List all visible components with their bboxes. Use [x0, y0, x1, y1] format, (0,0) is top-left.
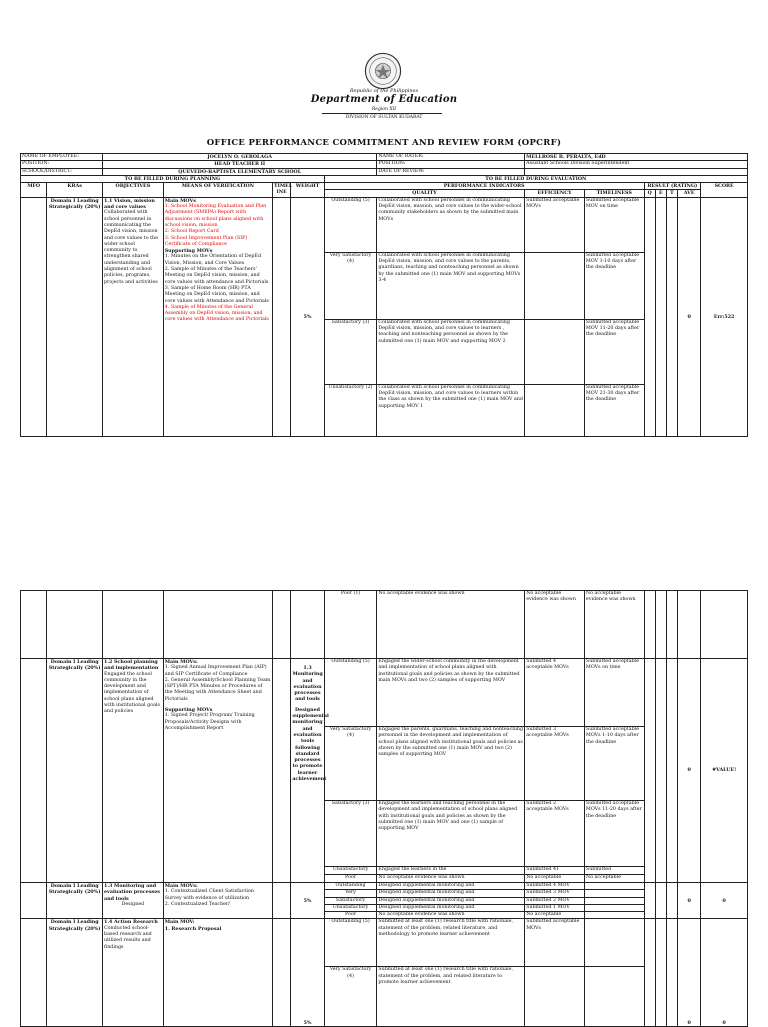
weight-cell: 5% [291, 919, 324, 1027]
level-label: Outstanding (5) [324, 919, 377, 967]
mov-main-label: Main MOVs: [164, 883, 198, 889]
mov-supporting-item: 1. Signed Project/ Program/ Training Proposals/Activity Designs with Accomplishment Report [164, 713, 255, 731]
timeliness-cell: No acceptable evidence was shown [584, 591, 644, 659]
quality-cell: Engaged the parents, guardians, teaching and nonteaching personnel in the development and implementation of school plans aligned with institutional goals and policies as shown by the submitted one (1) main MOV and two (2) samples of supporting MOV [377, 727, 525, 801]
header-divider [322, 113, 442, 114]
timeliness-cell [584, 912, 644, 919]
col-efficiency: EFFICIENCY [525, 190, 585, 197]
mfo-cell [21, 919, 47, 1027]
level-label: Unsatisfactory [324, 904, 377, 911]
q-cell [644, 883, 655, 919]
efficiency-cell: Submitted 2 MOV [525, 897, 585, 904]
col-objectives: OBJECTIVES [102, 183, 163, 198]
mov-cell [163, 883, 272, 919]
mov-item: 1. School Monitoring Evaluation and Plan Adjustment (SMEPA) Report with discussions on school plans aligned with school vision, mission [164, 204, 267, 228]
weight-cell: 5% [291, 883, 324, 919]
mov-supporting-item: 2. Sample of Minutes of the Teachers' Meeting on DepEd vision, mission, and core values with attendance and Pictorials [164, 267, 269, 285]
objective-title: 1.4 Action Research [104, 919, 158, 926]
region-text: Region XII [371, 107, 397, 112]
quality-cell: Designed supplemental monitoring and [377, 890, 525, 897]
efficiency-cell: No acceptable evidence was shown [525, 591, 585, 659]
kra-cell: Domain I Leading Strategically (20%) [47, 883, 103, 919]
kra-cell: Domain I Leading Strategically (20%) [47, 659, 103, 883]
objective-cell [103, 659, 164, 883]
level-label: Very Satisfactory (4) [324, 967, 377, 1027]
timeliness-cell: Submitted acceptable MOVs on time [584, 659, 644, 727]
timeline-objective: 1.3 Monitoring and evaluation processes and tools [292, 665, 323, 703]
rater-position: Assistant Schools Division Superintendent [525, 161, 748, 168]
level-label: Outstanding (5) [324, 659, 377, 727]
employee-name: JOCELYN O. GEROLAGA [102, 154, 376, 161]
score-cell: 0 [701, 883, 748, 919]
opcrf-table-continued [20, 590, 748, 1027]
quality-cell: Engaged the wider-school community in the development and implementation of school plans aligned with institutional goals and policies as shown by the submitted main MOVs and two (2) samples of supporting MOV [377, 659, 525, 727]
level-label: Very Satisfactory (4) [324, 727, 377, 801]
level-label: Satisfactory [324, 897, 377, 904]
col-score: SCORE [701, 183, 748, 198]
mov-cell [163, 591, 272, 659]
efficiency-cell: Submitted 4 MOV [525, 883, 585, 890]
objective-body: Conducted school-based research and utilized results and findings [104, 925, 152, 950]
mov-supporting-item: 4. Sample of Minutes of the General Assembly on DepEd vision, mission, and core values with Attendance and Pictorials [164, 304, 269, 323]
level-label: Poor [324, 875, 377, 883]
date-review [525, 168, 748, 175]
timeliness-cell [584, 897, 644, 904]
mov-main-label: Main MOVs: [164, 659, 198, 665]
efficiency-cell [525, 319, 585, 384]
employee-name-label: NAME OF EMPLOYEE: [21, 154, 103, 161]
timeliness-cell: Submitted acceptable MOV 21-30 days after the deadline [584, 384, 644, 436]
score-cell [701, 591, 748, 659]
mov-main-label: Main MOV: [164, 919, 195, 926]
mov-item: 3. School Improvement Plan (SIP) Certificate of Compliance [164, 235, 248, 247]
timeline-cell [273, 919, 291, 1027]
mov-item: 1. Signed Annual Improvement Plan (AIP) and SIP Certificate of Compliance [164, 665, 267, 677]
mov-item: 1. Contextualized Client Satisfaction Survey with evidence of utilization [164, 889, 254, 901]
mov-supporting-item: 3. Sample of Home Room (HR) PTA Meeting on DepEd vision, mission, and core values with Attendance and Pictorials [164, 285, 269, 304]
objective-body: Collaborated with school personnel in communicating the DepEd vision, mission and core values to the wider school community to strengthen shared understanding and alignment of school policies, programs, projects and activities [103, 210, 158, 285]
mov-item: 2. Contextualized Teacher/ [164, 901, 230, 907]
weight-cell [291, 591, 324, 659]
quality-cell: Designed supplemental monitoring and [377, 904, 525, 911]
mfo-cell [21, 659, 47, 883]
col-kras: KRAs [47, 183, 103, 198]
col-e: E [655, 190, 666, 197]
col-quality: QUALITY [324, 190, 524, 197]
e-cell [655, 659, 666, 883]
efficiency-cell [525, 252, 585, 319]
rater-name: MELLROSE B. PERALTA, EdD [525, 154, 748, 161]
objective-title: 1.3 Monitoring and evaluation processes and tools [104, 883, 160, 902]
level-label: Satisfactory (3) [324, 319, 377, 384]
level-label: Outstanding (5) [324, 197, 377, 252]
level-label: Very [324, 890, 377, 897]
mov-supporting-item: 1. Minutes on the Orientation of DepEd Vision, Mission, and Core Values [164, 254, 262, 266]
weight-cell [291, 659, 329, 883]
col-rating: RESULT (RATING) [644, 183, 701, 190]
mfo-cell [21, 591, 47, 659]
quality-cell: Designed supplemental monitoring and [377, 897, 525, 904]
efficiency-cell: Submitted 3 MOV [525, 890, 585, 897]
q-cell [644, 591, 655, 659]
score-cell: #VALUE! [701, 659, 748, 883]
kra-cell: Domain I Leading Strategically (20%) [47, 919, 103, 1027]
efficiency-cell: Submitted 1 MOV [525, 904, 585, 911]
timeliness-cell: Submitted acceptable MOV on time [584, 197, 644, 252]
efficiency-cell [525, 967, 585, 1027]
efficiency-cell: Submitted 3 acceptable MOVs [525, 727, 585, 801]
mov-main-label: Main MOVs [164, 197, 196, 204]
t-cell [666, 659, 677, 883]
quality-cell: Collaborated with school personnel in communicating DepEd vision, mission, and core values to learners , teaching and nonteaching personnel as shown by the submitted one (1) main MOV and supporting MOV 2 [377, 319, 525, 384]
quality-cell: Submitted at least one (1) research title with rationale, statement of the problem, and related literature to promote learner achievement [377, 967, 525, 1027]
objective-cell [103, 591, 164, 659]
efficiency-cell: Submitted 4 acceptable MOVs [525, 659, 585, 727]
department-name: Department of Education [310, 94, 458, 105]
efficiency-cell: No acceptable [525, 912, 585, 919]
t-cell [666, 883, 677, 919]
quality-cell: Collaborated with school personnel in communicating DepEd vision, mission, and core values to the parents, guardians, teaching and nonteaching personnel as shown by the submitted one (1) main MOV and supporting MOVs 3-4 [377, 252, 525, 319]
quality-cell: No acceptable evidence was shown [377, 875, 525, 883]
deped-seal-logo [364, 52, 402, 90]
weight-cell: 5% [291, 197, 324, 436]
quality-cell: No acceptable evidence was shown [377, 912, 525, 919]
objective-cell [103, 883, 164, 919]
timeliness-cell [584, 890, 644, 897]
form-title: OFFICE PERFORMANCE COMMITMENT AND REVIEW FORM (OPCRF) [206, 138, 562, 148]
quality-cell: Collaborated with school personnel in communicating DepEd vision, mission, and core values to the wider-school community stakeholders as shown by the submitted main MOVs [377, 197, 525, 252]
quality-cell: Submitted at least one (1) research title with rationale, statement of the problem, related literature, and methodology to promote learner achievement [377, 919, 525, 967]
efficiency-cell: Submitted acceptable MOVs [525, 197, 585, 252]
level-label: Outstanding [324, 883, 377, 890]
position-label: POSITION: [21, 161, 103, 168]
objective-cell [102, 197, 163, 436]
col-timeliness: TIMELINESS [584, 190, 644, 197]
timeliness-cell: Submitted [584, 867, 644, 875]
evaluation-section: TO BE FILLED DURING EVALUATION [324, 175, 747, 182]
col-means: MEANS OF VERIFICATION [163, 183, 272, 198]
score-cell: 0 [701, 919, 748, 1027]
timeline-cell [273, 591, 291, 659]
level-label: Poor (1) [324, 591, 377, 659]
mov-item: 1. Research Proposal [164, 925, 222, 932]
objective-body: Designed [121, 901, 145, 907]
e-cell [655, 883, 666, 919]
col-ave: AVE [677, 190, 700, 197]
quality-cell: Designed supplemental monitoring and [377, 883, 525, 890]
level-label: Very Satisfactory (4) [324, 252, 377, 319]
planning-section: TO BE FILLED DURING PLANNING [21, 175, 325, 182]
mov-cell [163, 197, 272, 436]
quality-cell: No acceptable evidence was shown [377, 591, 525, 659]
timeliness-cell [584, 919, 644, 967]
efficiency-cell: No acceptable [525, 875, 585, 883]
timeliness-cell: Submitted acceptable MOVs 1-10 days after the deadline [584, 727, 644, 801]
t-cell [666, 591, 677, 659]
level-label: Unsatisfactory [324, 867, 377, 875]
timeliness-cell [584, 904, 644, 911]
timeline-cell [273, 883, 291, 919]
mov-cell [163, 919, 272, 1027]
e-cell [655, 591, 666, 659]
col-indicators: PERFORMANCE INDICATORS [324, 183, 644, 190]
school-name: QUEVEDO-BAPTISTA ELEMENTARY SCHOOL [102, 168, 376, 175]
kra-cell [47, 591, 103, 659]
quality-cell: Collaborated with school personnel in communicating DepEd vision, mission, and core values to learners within the class as shown by the submitted one (1) main MOV and supporting MOV 1 [377, 384, 525, 436]
quality-cell: Engaged the learners in the [377, 867, 525, 875]
opcrf-table-top [20, 153, 748, 437]
mov-item: 2. General Assembly/School Planning Team (SPT)/HR PTA Minutes or Procedures of the Meeting with Attendance Sheet and Pictorials [164, 677, 271, 702]
timeliness-cell [584, 967, 644, 1027]
objective-body: Engaged the school community in the development and implementation of school plans aligned with institutional goals and policies [104, 671, 160, 715]
employee-position: HEAD TEACHER II [102, 161, 376, 168]
mov-supporting-label: Supporting MOVs [164, 248, 213, 255]
ave-cell: 0 [678, 919, 701, 1027]
rater-name-label: NAME OF RATER: [377, 154, 525, 161]
date-review-label: DATE OF REVIEW: [377, 168, 525, 175]
level-label: Unsatisfactory (2) [324, 384, 377, 436]
efficiency-cell: Submitted acceptable MOVs [525, 919, 585, 967]
q-cell [644, 197, 655, 436]
efficiency-cell: Submitted 2 acceptable MOVs [525, 801, 585, 867]
col-mfo: MFO [21, 183, 47, 198]
ave-cell [678, 591, 701, 659]
timeline-objective-body: Designed supplemental monitoring and evaluation tools following standard processes to promote learner achievement [292, 706, 329, 783]
timeliness-cell: No acceptable [584, 875, 644, 883]
quality-cell: Engaged the learners and teaching personnel in the development and implementation of school plans aligned with institutional goals and policies as shown by the submitted one (1) main MOV and one (1) sample of supporting MOV [377, 801, 525, 867]
efficiency-cell: Submitted 41 [525, 867, 585, 875]
t-cell [666, 197, 677, 436]
ave-cell: 0 [677, 197, 700, 436]
mov-supporting-label: Supporting MOVs [164, 707, 213, 714]
timeliness-cell: Submitted acceptable MOV 1-10 days after the deadline [584, 252, 644, 319]
ave-cell: 0 [678, 659, 701, 883]
republic-text: Republic of the Philippines [349, 88, 419, 94]
q-cell [644, 919, 655, 1027]
mfo-cell [21, 883, 47, 919]
rater-position-label: POSITION: [377, 161, 525, 168]
timeliness-cell: Submitted acceptable MOV 11-20 days after the deadline [584, 319, 644, 384]
mov-item: 2. School Report Card [164, 229, 219, 235]
mov-cell [163, 659, 272, 883]
e-cell [655, 919, 666, 1027]
q-cell [644, 659, 655, 883]
t-cell [666, 919, 677, 1027]
efficiency-cell [525, 384, 585, 436]
col-timeline: TIMEL INE [274, 183, 293, 196]
score-cell: Err:522 [701, 197, 748, 436]
ave-cell: 0 [678, 883, 701, 919]
e-cell [655, 197, 666, 436]
timeliness-cell [584, 883, 644, 890]
col-t: T [666, 190, 677, 197]
school-label: SCHOOL/DISTRICT: [21, 168, 103, 175]
timeliness-cell: Submitted acceptable MOVs 11-20 days after the deadline [584, 801, 644, 867]
division-text: DIVISION OF SULTAN KUDARAT [345, 115, 423, 120]
level-label: Satisfactory (3) [324, 801, 377, 867]
objective-title: 1.2 School planning and implementation [104, 659, 159, 672]
level-label: Poor [324, 912, 377, 919]
col-q: Q [644, 190, 655, 197]
objective-cell [103, 919, 164, 1027]
objective-title: 1.1 Vision, mission and core values [103, 197, 155, 211]
timeline-cell [273, 197, 291, 436]
kra-cell: Domain I Leading Strategically (20%) [47, 197, 103, 436]
col-weight: WEIGHT [291, 183, 324, 198]
mfo-cell [21, 197, 47, 436]
timeline-cell [273, 659, 291, 883]
